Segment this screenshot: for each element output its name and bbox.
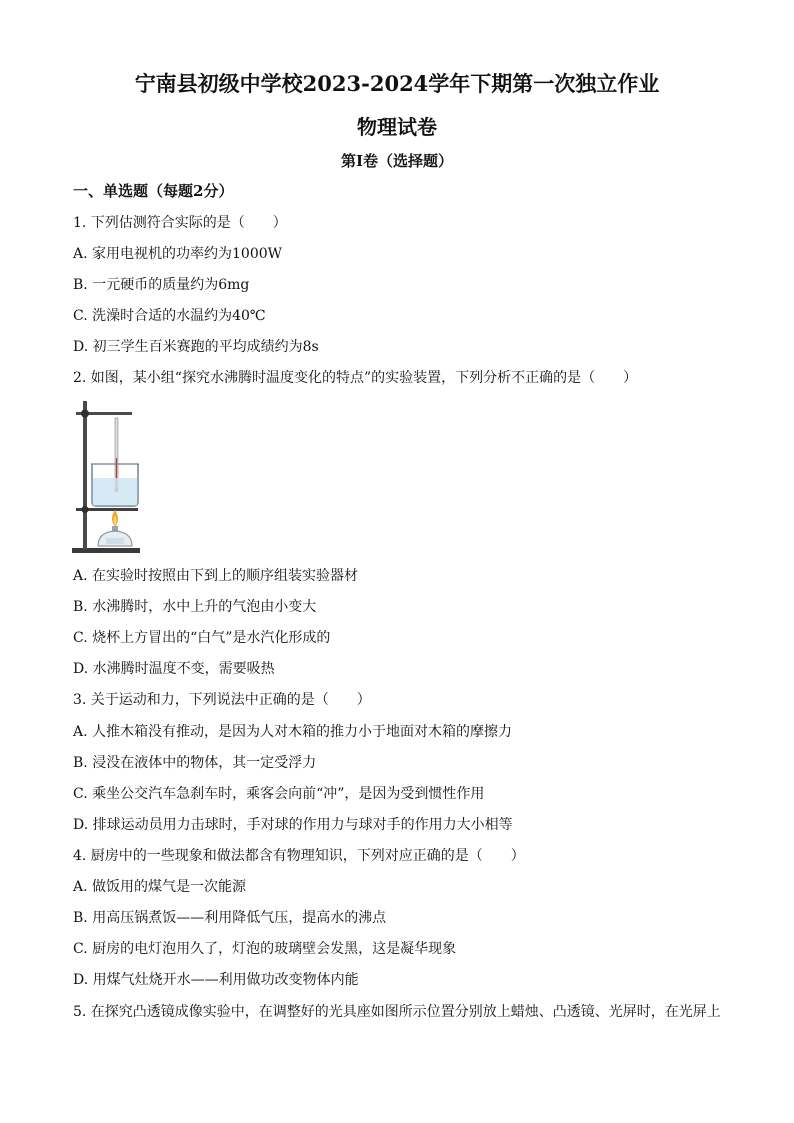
question-4-option-c: C. 厨房的电灯泡用久了，灯泡的玻璃壁会发黑，这是凝华现象 xyxy=(73,941,457,957)
question-3-option-c: C. 乘坐公交汽车急刹车时，乘客会向前“冲”，是因为受到惯性作用 xyxy=(73,786,485,802)
question-4-option-d: D. 用煤气灶烧开水——利用做功改变物体内能 xyxy=(73,972,359,988)
question-2-option-d: D. 水沸腾时温度不变，需要吸热 xyxy=(73,661,275,677)
question-2-stem: 2. 如图，某小组“探究水沸腾时温度变化的特点”的实验装置，下列分析不正确的是（ ） xyxy=(73,370,638,386)
question-5-stem: 5. 在探究凸透镜成像实验中，在调整好的光具座如图所示位置分别放上蜡烛、凸透镜、光屏时，在光屏上 xyxy=(73,1004,721,1020)
question-1-stem: 1. 下列估测符合实际的是（ ） xyxy=(73,215,287,231)
exam-title: 宁南县初级中学校2023-2024学年下期第一次独立作业 xyxy=(134,71,660,96)
question-2-option-a: A. 在实验时按照由下到上的顺序组装实验器材 xyxy=(73,568,359,584)
question-1-option-b: B. 一元硬币的质量约为6mg xyxy=(73,277,250,293)
question-3-option-d: D. 排球运动员用力击球时，手对球的作用力与球对手的作用力大小相等 xyxy=(73,817,513,833)
clamp-knob xyxy=(81,410,89,418)
stand-base xyxy=(72,548,140,553)
question-1-option-c: C. 洗澡时合适的水温约为40℃ xyxy=(73,308,266,324)
question-3-option-b: B. 浸没在液体中的物体，其一定受浮力 xyxy=(73,755,317,771)
section-heading: 一、单选题（每题2分） xyxy=(73,182,234,200)
stand-rod xyxy=(83,401,87,550)
exam-part-label: 第I卷（选择题） xyxy=(340,152,454,170)
question-2-option-c: C. 烧杯上方冒出的“白气”是水汽化形成的 xyxy=(73,630,331,646)
question-4-stem: 4. 厨房中的一些现象和做法都含有物理知识，下列对应正确的是（ ） xyxy=(73,848,525,864)
beaker-water xyxy=(93,478,138,506)
question-4-option-a: A. 做饭用的煤气是一次能源 xyxy=(73,879,247,895)
question-3-stem: 3. 关于运动和力，下列说法中正确的是（ ） xyxy=(73,692,371,708)
exam-subtitle: 物理试卷 xyxy=(357,115,437,139)
boiling-water-apparatus-figure xyxy=(70,398,144,556)
question-3-option-a: A. 人推木箱没有推动，是因为人对木箱的推力小于地面对木箱的摩擦力 xyxy=(73,724,513,740)
question-1-option-a: A. 家用电视机的功率约为1000W xyxy=(73,246,283,262)
question-2-option-b: B. 水沸腾时，水中上升的气泡由小变大 xyxy=(73,599,317,615)
question-4-option-b: B. 用高压锅煮饭——利用降低气压，提高水的沸点 xyxy=(73,910,387,926)
question-1-option-d: D. 初三学生百米赛跑的平均成绩约为8s xyxy=(73,339,319,355)
